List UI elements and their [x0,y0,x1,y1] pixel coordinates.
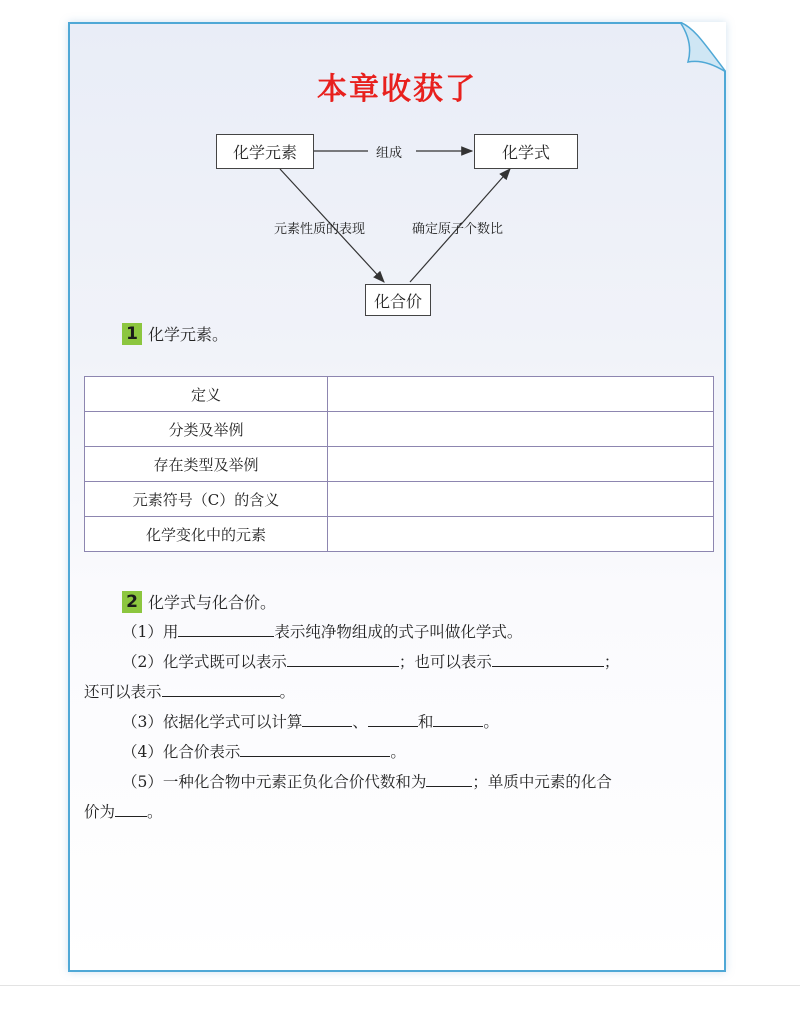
edge-label-compose: 组成 [376,146,403,161]
question-2-text-c: ； [603,653,620,671]
blank-5b[interactable] [115,800,147,817]
table-row [85,412,714,447]
question-2-cont-text-a: 还可以表示 [84,683,162,701]
table-row [85,482,714,517]
blank-2c[interactable] [162,680,280,697]
answer-cell-symbol-meaning[interactable] [328,482,714,517]
question-3-text-c: 和 [417,713,434,731]
section-2-number: 2 [122,591,142,613]
question-2-cont-text-b: 。 [279,683,296,701]
answer-cell-chemical-change[interactable] [328,517,714,552]
question-5-cont-text-b: 。 [147,803,163,821]
edge-label-atom-count: 确定原子个数比 [412,222,504,237]
answer-cell-existence[interactable] [328,447,714,482]
answer-cell-definition[interactable] [328,377,714,412]
row-label-chemical-change: 化学变化中的元素 [85,517,328,552]
blank-1[interactable] [178,620,274,637]
node-chemical-element: 化学元素 [216,134,314,169]
table-row [85,447,714,482]
row-label-classification: 分类及举例 [85,412,328,447]
row-label-definition: 定义 [85,377,328,412]
question-3-text-d: 。 [483,713,499,731]
section-1-number: 1 [122,323,142,345]
section-2-heading [122,590,276,613]
row-label-existence: 存在类型及举例 [85,447,328,482]
question-5-cont-text-a: 价为 [84,803,116,821]
question-3-text-a: （3）依据化学式可以计算 [122,713,303,731]
edge-label-property: 元素性质的表现 [274,222,366,237]
node-valence: 化合价 [365,284,431,316]
question-1-text-b: 表示纯净物组成的式子叫做化学式。 [274,623,523,641]
blank-3c[interactable] [433,710,483,727]
question-3 [122,710,499,732]
blank-5a[interactable] [426,770,472,787]
question-5-text-b: ；单质中元素的化合 [472,773,612,791]
blank-2b[interactable] [492,650,604,667]
table-row [85,377,714,412]
question-3-text-b: 、 [352,713,368,731]
worksheet-page [68,22,726,972]
row-label-symbol-meaning: 元素符号（C）的含义 [85,482,328,517]
question-2-text-b: ；也可以表示 [398,653,492,671]
question-5-text-a: （5）一种化合物中元素正负化合价代数和为 [122,773,427,791]
question-4 [122,740,406,762]
question-2 [122,650,619,672]
question-2-continued [84,680,295,702]
page-title: 本章收获了 [317,72,477,107]
question-1 [122,620,522,642]
node-chemical-formula: 化学式 [474,134,578,169]
blank-3a[interactable] [302,710,352,727]
question-4-text-b: 。 [390,743,406,761]
question-4-text-a: （4）化合价表示 [122,743,241,761]
blank-4[interactable] [240,740,390,757]
question-2-text-a: （2）化学式既可以表示 [122,653,287,671]
table-row [85,517,714,552]
question-1-text-a: （1）用 [122,623,179,641]
section-1-heading [122,322,228,345]
question-5-continued [84,800,163,822]
question-5 [122,770,612,792]
section-2-title: 化学式与化合价。 [148,593,277,612]
blank-3b[interactable] [368,710,418,727]
blank-2a[interactable] [287,650,399,667]
bottom-divider [0,985,800,986]
element-table [84,376,714,552]
section-1-title: 化学元素。 [148,325,229,344]
answer-cell-classification[interactable] [328,412,714,447]
